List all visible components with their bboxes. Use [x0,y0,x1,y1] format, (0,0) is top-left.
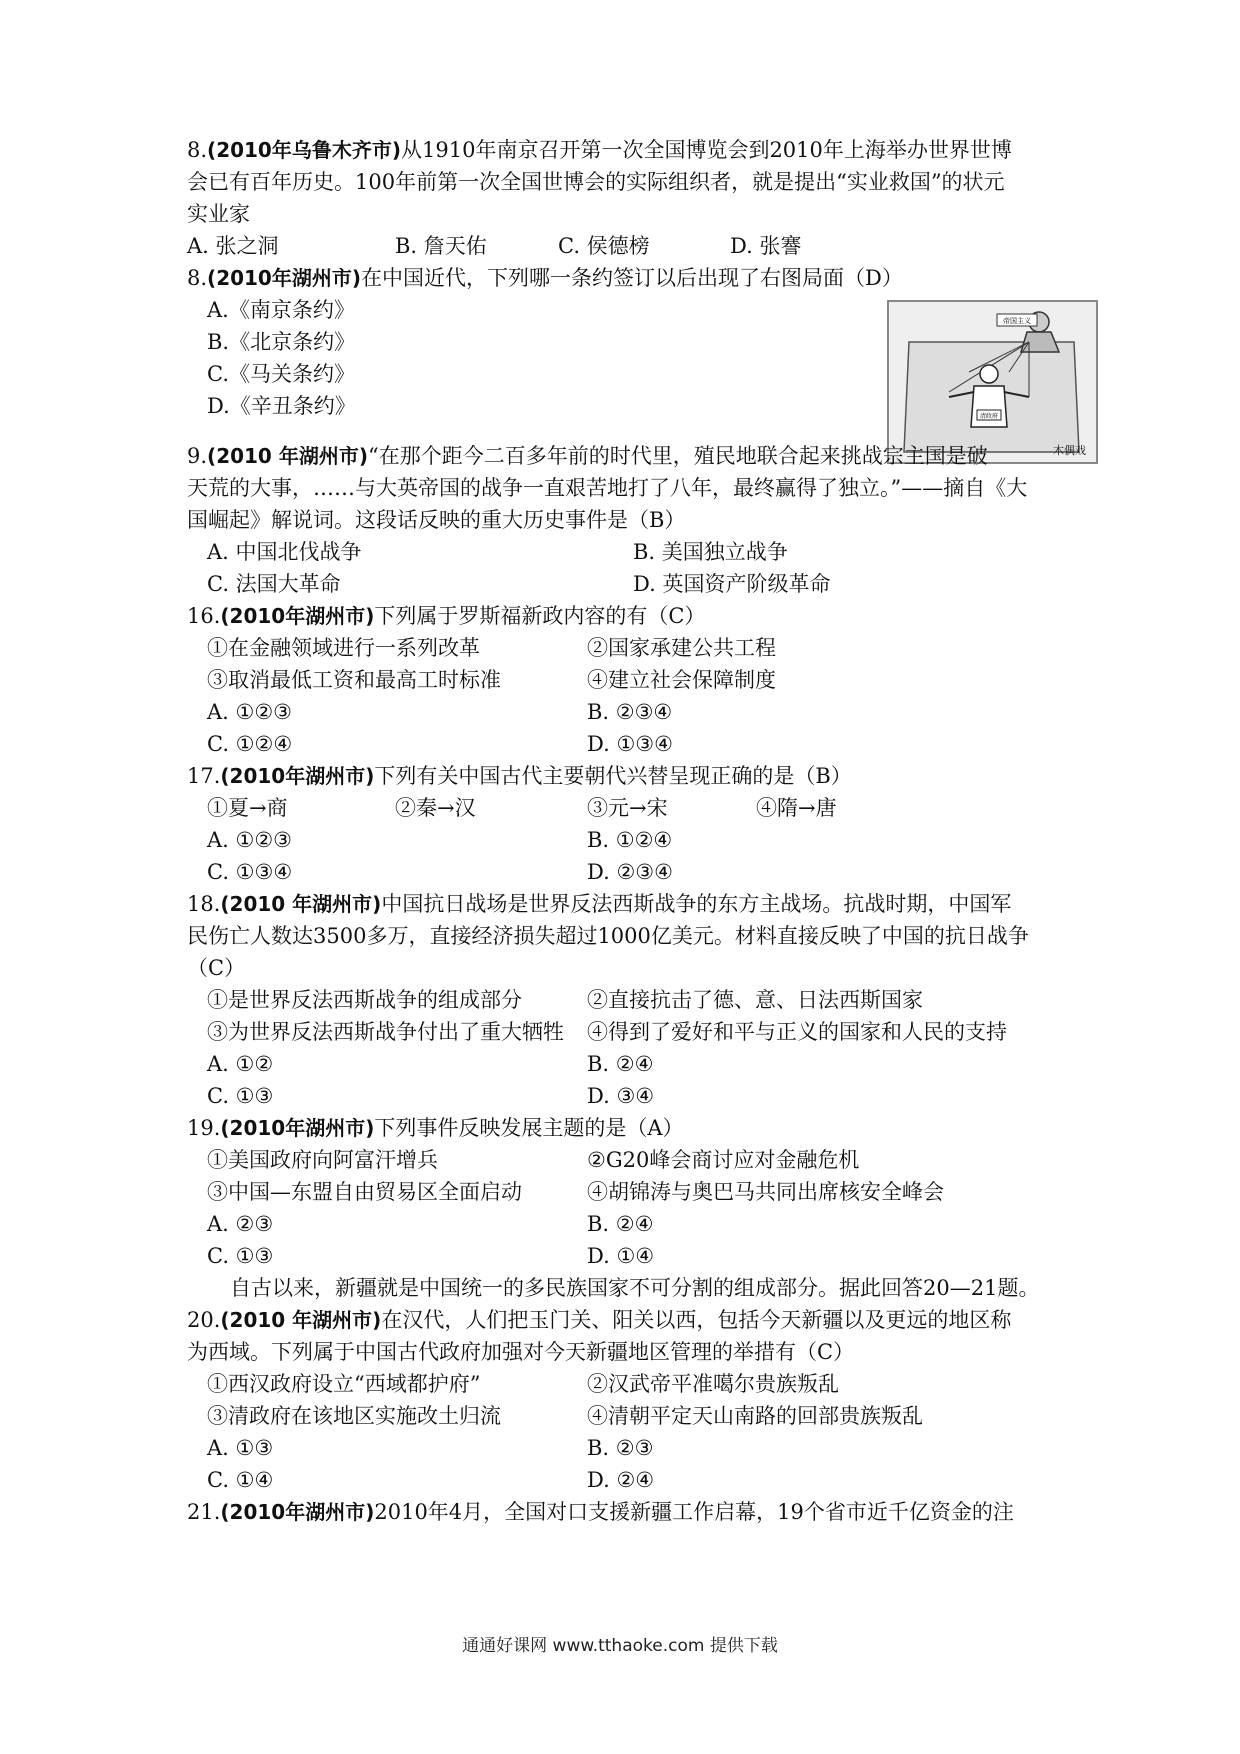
q8a-line3: 实业家 [187,202,250,226]
q18-option-c: C. ①③ [207,1084,274,1108]
q8b-option-b: B.《北京条约》 [207,330,356,354]
q18-line3: （C） [187,956,246,980]
q20-item-3: ③清政府在该地区实施改土归流 [207,1404,501,1428]
q9-option-c: C. 法国大革命 [207,572,341,596]
q8b-option-d: D.《辛丑条约》 [207,394,356,418]
q8b-option-c: C.《马关条约》 [207,362,355,386]
q8a-option-b: B. 詹天佑 [395,234,487,258]
q16-stem: 16.(2010年湖州市)下列属于罗斯福新政内容的有（C） [187,604,706,628]
q17-item-1: ①夏→商 [207,796,288,820]
q8a-line1: 8.(2010年乌鲁木齐市)从1910年南京召开第一次全国博览会到2010年上海举办世界世博 [187,138,1012,162]
q20-option-b: B. ②③ [587,1436,654,1460]
q19-item-3: ③中国—东盟自由贸易区全面启动 [207,1180,522,1204]
q19-item-4: ④胡锦涛与奥巴马共同出席核安全峰会 [587,1180,944,1204]
q9-line2: 天荒的大事，……与大英帝国的战争一直艰苦地打了八年，最终赢得了独立。”——摘自《大 [187,476,1028,500]
q17-stem: 17.(2010年湖州市)下列有关中国古代主要朝代兴替呈现正确的是（B） [187,764,852,788]
q8a-option-d: D. 张謇 [730,234,802,258]
q17-item-2: ②秦→汉 [395,796,476,820]
q16-item-2: ②国家承建公共工程 [587,636,776,660]
q17-option-d: D. ②③④ [587,860,673,884]
q19-option-d: D. ①④ [587,1244,655,1268]
q18-item-1: ①是世界反法西斯战争的组成部分 [207,988,522,1012]
q18-line1: 18.(2010 年湖州市)中国抗日战场是世界反法西斯战争的东方主战场。抗战时期，中国军 [187,892,1012,916]
q20-item-2: ②汉武帝平准噶尔贵族叛乱 [587,1372,839,1396]
q18-item-2: ②直接抗击了德、意、日法西斯国家 [587,988,923,1012]
q17-option-a: A. ①②③ [207,828,292,852]
q8a-option-c: C. 侯德榜 [558,234,650,258]
q20-item-1: ①西汉政府设立“西域都护府” [207,1372,481,1396]
q18-option-d: D. ③④ [587,1084,655,1108]
q9-option-d: D. 英国资产阶级革命 [633,572,831,596]
q19-stem: 19.(2010年湖州市)下列事件反映发展主题的是（A） [187,1116,684,1140]
q8a-option-a: A. 张之洞 [187,234,279,258]
q21-line1: 21.(2010年湖州市)2010年4月，全国对口支援新疆工作启幕，19个省市近千亿资金的注 [187,1500,1014,1524]
q18-option-a: A. ①② [207,1052,274,1076]
figure-caption: 木偶戏 [1053,444,1086,457]
q17-item-4: ④隋→唐 [756,796,837,820]
q8b-stem: 8.(2010年湖州市)在中国近代，下列哪一条约签订以后出现了右图局面（D） [187,266,903,290]
q19-item-2: ②G20峰会商讨应对金融危机 [587,1148,860,1172]
q17-item-3: ③元→宋 [587,796,668,820]
q20-line1: 20.(2010 年湖州市)在汉代，人们把玉门关、阳关以西，包括今天新疆以及更远的地区称 [187,1308,1012,1332]
q16-option-c: C. ①②④ [207,732,293,756]
q9-option-b: B. 美国独立战争 [633,540,788,564]
q16-option-b: B. ②③④ [587,700,673,724]
q8a-line2: 会已有百年历史。100年前第一次全国世博会的实际组织者，就是提出“实业救国”的状元 [187,170,1005,194]
q19-item-1: ①美国政府向阿富汗增兵 [207,1148,438,1172]
page-footer: 通通好课网 www.tthaoke.com 提供下载 [462,1636,778,1656]
q20-item-4: ④清朝平定天山南路的回部贵族叛乱 [587,1404,923,1428]
q16-option-a: A. ①②③ [207,700,292,724]
q9-option-a: A. 中国北伐战争 [207,540,362,564]
q20-option-c: C. ①④ [207,1468,274,1492]
q9-line1: 9.(2010 年湖州市)“在那个距今二百多年前的时代里，殖民地联合起来挑战宗主国是破 [187,444,988,468]
figure-label-center: 清政府 [979,413,999,420]
q20-line2: 为西域。下列属于中国古代政府加强对今天新疆地区管理的举措有（C） [187,1340,855,1364]
puppet-cartoon-illustration [889,302,1096,462]
q18-item-4: ④得到了爱好和平与正义的国家和人民的支持 [587,1020,1007,1044]
q16-item-4: ④建立社会保障制度 [587,668,776,692]
q19-option-b: B. ②④ [587,1212,654,1236]
q19-option-c: C. ①③ [207,1244,274,1268]
q16-option-d: D. ①③④ [587,732,673,756]
q17-option-c: C. ①③④ [207,860,293,884]
q18-line2: 民伤亡人数达3500多万，直接经济损失超过1000亿美元。材料直接反映了中国的抗日战争 [187,924,1029,948]
q9-line3: 国崛起》解说词。这段话反映的重大历史事件是（B） [187,508,686,532]
figure-label-top: 帝国主义 [1003,317,1031,325]
xinjiang-intro: 自古以来，新疆就是中国统一的多民族国家不可分割的组成部分。据此回答20—21题。 [230,1276,1040,1300]
q18-item-3: ③为世界反法西斯战争付出了重大牺牲 [207,1020,564,1044]
q17-option-b: B. ①②④ [587,828,673,852]
q18-option-b: B. ②④ [587,1052,654,1076]
q16-item-1: ①在金融领域进行一系列改革 [207,636,480,660]
q20-option-d: D. ②④ [587,1468,655,1492]
q8b-option-a: A.《南京条约》 [207,298,355,322]
q16-item-3: ③取消最低工资和最高工时标准 [207,668,501,692]
q20-option-a: A. ①③ [207,1436,274,1460]
q19-option-a: A. ②③ [207,1212,274,1236]
